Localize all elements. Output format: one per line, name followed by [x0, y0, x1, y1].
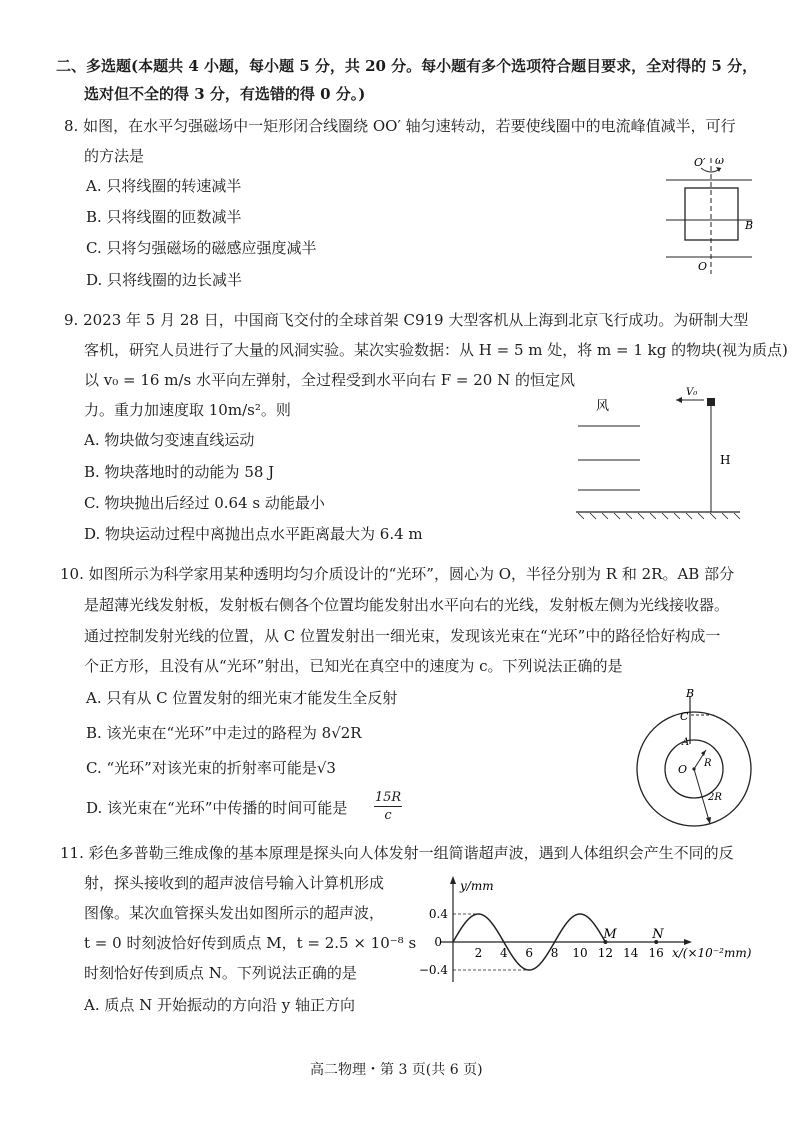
q11-stem-line2: 射，探头接收到的超声波信号输入计算机形成	[84, 874, 385, 892]
q10-stem-line3: 通过控制发射光线的位置，从 C 位置发射出一细光束，发现该光束在“光环”中的路径恰好构成一	[84, 627, 721, 645]
q10-option-c: C. “光环”对该光束的折射率可能是√3	[86, 759, 336, 777]
q9-option-d: D. 物块运动过程中离抛出点水平距离最大为 6.4 m	[84, 525, 423, 543]
x-tick-label: 16	[648, 946, 664, 960]
q10-label-b: B	[686, 687, 695, 700]
q8-label-o: O	[698, 260, 708, 273]
arrowhead-icon	[701, 750, 706, 756]
q11-label-n: N	[652, 927, 664, 942]
q11-stem-line5: 时刻恰好传到质点 N。下列说法正确的是	[84, 964, 357, 982]
x-tick-label: 2	[474, 946, 483, 960]
x-tick-label: 4	[499, 946, 508, 960]
q11-stem-line1: 11. 彩色多普勒三维成像的基本原理是探头向人体发射一组简谐超声波，遇到人体组织会产生不同的反	[60, 844, 734, 862]
x-tick-label: 12	[597, 946, 614, 960]
q11-wave-figure	[410, 872, 760, 984]
q9-option-c: C. 物块抛出后经过 0.64 s 动能最小	[84, 494, 325, 512]
section-header-line1: 二、多选题(本题共 4 小题，每小题 5 分，共 20 分。每小题有多个选项符合题目要求，全对得的 5 分，	[56, 57, 758, 75]
q9-label-wind: 风	[596, 399, 610, 414]
q9-stem-line1: 9. 2023 年 5 月 28 日，中国商飞交付的全球首架 C919 大型客机从上海到北京飞行成功。为研制大型	[64, 311, 749, 329]
q9-stem-line4: 力。重力加速度取 10m/s²。则	[84, 401, 291, 419]
q9-label-h: H	[720, 453, 731, 467]
q10-option-d-numerator: 15R	[374, 790, 402, 805]
q8-label-b: B	[745, 219, 754, 232]
q9-stem-line3: 以 v₀ = 16 m/s 水平向左弹射，全过程受到水平向右 F = 20 N 的恒定风	[84, 371, 575, 389]
x-tick-label: 8	[550, 946, 559, 960]
q10-label-2r: 2R	[708, 792, 722, 803]
q10-label-o: O	[678, 763, 688, 776]
fraction-bar	[374, 806, 402, 807]
q8-option-c: C. 只将匀强磁场的磁感应强度减半	[86, 239, 317, 257]
q8-option-d: D. 只将线圈的边长减半	[86, 271, 243, 289]
q8-label-o-prime: O′	[694, 156, 706, 169]
q8-option-a: A. 只将线圈的转速减半	[86, 177, 242, 195]
q11-label-m: M	[603, 927, 617, 942]
q10-light-ring-figure	[630, 684, 770, 832]
q8-label-omega: ω	[715, 154, 724, 167]
x-tick-label: 6	[525, 946, 534, 960]
q11-option-a: A. 质点 N 开始振动的方向沿 y 轴正方向	[84, 996, 356, 1014]
arrowhead-icon	[450, 876, 456, 884]
q8-option-b: B. 只将线圈的匝数减半	[86, 208, 242, 226]
q9-option-a: A. 物块做匀变速直线运动	[84, 431, 255, 449]
arrowhead-icon	[676, 397, 682, 403]
q9-label-v0: V₀	[686, 387, 698, 398]
q11-stem-line4: t = 0 时刻波恰好传到质点 M，t = 2.5 × 10⁻⁸ s	[84, 934, 417, 952]
x-tick-label: 14	[623, 946, 639, 960]
q11-xlabel: x/(×10⁻²mm)	[672, 946, 752, 960]
q10-stem-line1: 10. 如图所示为科学家用某种透明均匀介质设计的“光环”，圆心为 O，半径分别为 R 和 2R。AB 部分	[60, 565, 735, 583]
q10-label-a: A	[682, 737, 690, 748]
q10-option-d-denominator: c	[384, 808, 392, 823]
q11-origin-label: 0	[434, 935, 442, 949]
arrowhead-icon	[706, 817, 711, 824]
page-footer: 高二物理・第 3 页(共 6 页)	[310, 1062, 483, 1078]
section-header-line2: 选对但不全的得 3 分，有选错的得 0 分。)	[84, 85, 366, 103]
q11-stem-line3: 图像。某次血管探头发出如图所示的超声波，	[84, 904, 385, 922]
q11-ylabel: y/mm	[460, 879, 494, 893]
arrowhead-icon	[684, 939, 692, 945]
q10-stem-line2: 是超薄光线发射板，发射板右侧各个位置均能发射出水平向右的光线，发射板左侧为光线接收器。	[84, 596, 730, 614]
q8-stem-line2: 的方法是	[84, 147, 145, 165]
q8-stem-line1: 8. 如图，在水平匀强磁场中一矩形闭合线圈绕 OO′ 轴匀速转动，若要使线圈中的电流峰值减半，可行	[64, 117, 736, 135]
q10-label-c: C	[680, 710, 689, 723]
q10-option-a: A. 只有从 C 位置发射的细光束才能发生全反射	[86, 689, 398, 707]
block	[707, 398, 715, 406]
y-tick-label: 0.4	[428, 907, 448, 921]
q9-stem-line2: 客机，研究人员进行了大量的风洞实验。某次实验数据：从 H = 5 m 处，将 m = 1 kg 的物块(视为质点)	[84, 341, 788, 359]
q9-option-b: B. 物块落地时的动能为 58 J	[84, 463, 275, 481]
q9-wind-tunnel-figure	[570, 386, 750, 522]
q10-stem-line4: 个正方形，且没有从“光环”射出，已知光在真空中的速度为 c。下列说法正确的是	[84, 657, 623, 675]
q10-option-d: D. 该光束在“光环”中传播的时间可能是	[86, 799, 348, 817]
arrowhead-icon	[716, 167, 721, 172]
q10-label-r: R	[704, 758, 712, 769]
q10-option-b: B. 该光束在“光环”中走过的路程为 8√2R	[86, 724, 362, 742]
q8-coil-figure	[660, 150, 770, 290]
x-tick-label: 10	[572, 946, 588, 960]
y-tick-label: −0.4	[418, 963, 448, 977]
